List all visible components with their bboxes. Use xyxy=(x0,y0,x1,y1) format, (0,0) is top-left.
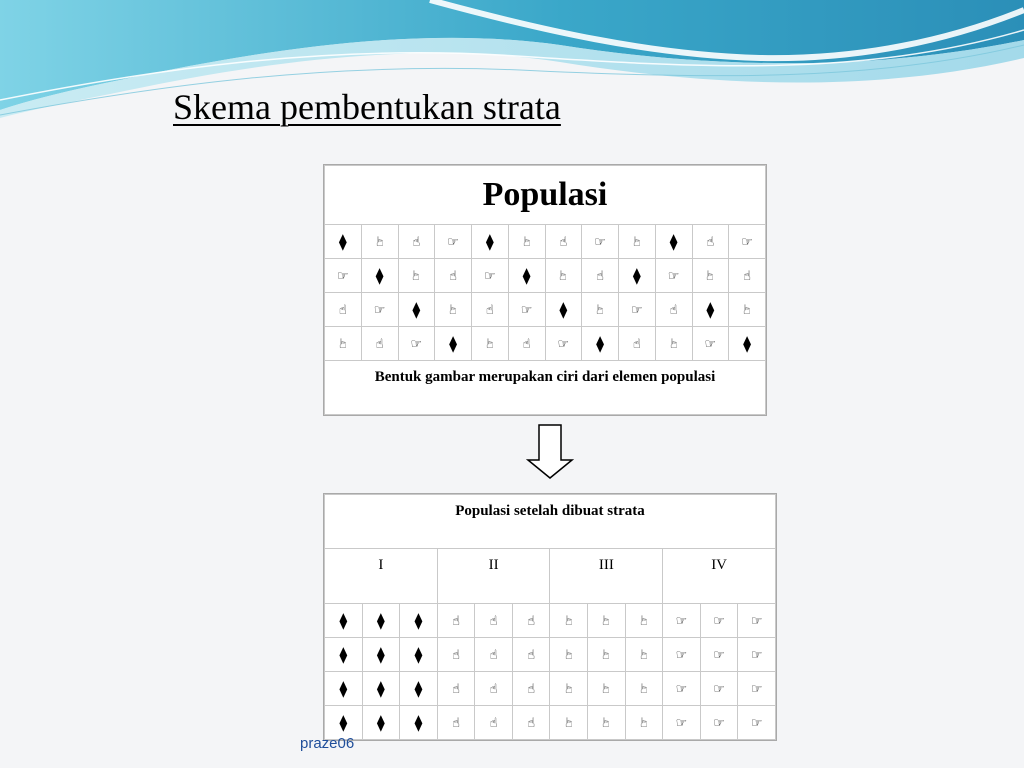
populasi-cell xyxy=(398,225,435,259)
hand-right-icon: ☞ xyxy=(713,613,725,629)
populasi-cell xyxy=(545,225,582,259)
strata-cell xyxy=(738,604,776,638)
populasi-cell xyxy=(361,293,398,327)
strata-cell xyxy=(437,672,475,706)
strata-cell xyxy=(700,604,738,638)
hand-up-right-icon: ☝ xyxy=(602,613,611,629)
strata-cell xyxy=(625,706,663,740)
strata-cell xyxy=(437,706,475,740)
populasi-row xyxy=(325,225,766,259)
hand-up-right-icon: ☝ xyxy=(743,302,752,318)
hand-right-icon: ☞ xyxy=(594,234,606,250)
strata-cell xyxy=(400,638,438,672)
hand-up-right-icon: ☝ xyxy=(639,613,648,629)
strata-title: Populasi setelah dibuat strata xyxy=(325,495,776,549)
strata-cell xyxy=(362,604,400,638)
diamond-icon: ⧫ xyxy=(414,678,423,698)
hand-up-right-icon: ☝ xyxy=(602,647,611,663)
diamond-icon: ⧫ xyxy=(339,644,348,664)
hand-right-icon: ☞ xyxy=(750,715,763,731)
populasi-cell xyxy=(398,293,435,327)
hand-up-icon: ☝ xyxy=(632,336,641,352)
hand-right-icon: ☞ xyxy=(675,647,688,663)
diamond-icon: ⧫ xyxy=(414,712,423,732)
populasi-cell xyxy=(472,259,509,293)
populasi-cell xyxy=(729,327,766,361)
strata-cell xyxy=(550,638,588,672)
strata-cell xyxy=(437,638,475,672)
hand-up-icon: ☝ xyxy=(706,234,715,250)
populasi-cell xyxy=(398,327,435,361)
strata-cell xyxy=(400,672,438,706)
hand-right-icon: ☞ xyxy=(667,268,680,284)
hand-up-icon: ☝ xyxy=(596,268,605,284)
hand-right-icon: ☞ xyxy=(750,613,763,629)
populasi-cell xyxy=(508,293,545,327)
populasi-caption: Bentuk gambar merupakan ciri dari elemen populasi xyxy=(325,361,766,415)
hand-up-right-icon: ☝ xyxy=(338,336,347,352)
hand-right-icon: ☞ xyxy=(520,302,533,318)
hand-up-icon: ☝ xyxy=(489,647,498,663)
hand-up-right-icon: ☝ xyxy=(602,715,611,731)
populasi-cell xyxy=(729,259,766,293)
populasi-cell xyxy=(325,259,362,293)
hand-up-icon: ☝ xyxy=(452,613,460,629)
strata-row xyxy=(325,706,776,740)
diamond-icon: ⧫ xyxy=(414,610,423,630)
hand-up-icon: ☝ xyxy=(452,647,460,663)
hand-right-icon: ☞ xyxy=(741,234,753,250)
hand-up-icon: ☝ xyxy=(527,715,536,731)
diamond-icon: ⧫ xyxy=(632,265,641,285)
hand-up-icon: ☝ xyxy=(527,647,536,663)
populasi-cell xyxy=(692,225,729,259)
populasi-row xyxy=(325,293,766,327)
hand-up-right-icon: ☝ xyxy=(669,336,678,352)
strata-cell xyxy=(325,638,363,672)
strata-cell xyxy=(663,672,701,706)
diamond-icon: ⧫ xyxy=(414,644,423,664)
populasi-cell xyxy=(582,225,619,259)
strata-row xyxy=(325,672,776,706)
populasi-cell xyxy=(655,293,692,327)
populasi-cell xyxy=(472,293,509,327)
hand-up-right-icon: ☝ xyxy=(449,302,458,318)
strata-cell xyxy=(700,672,738,706)
strata-cell xyxy=(512,638,550,672)
strata-cell xyxy=(550,706,588,740)
diamond-icon: ⧫ xyxy=(376,644,385,664)
diamond-icon: ⧫ xyxy=(376,678,385,698)
strata-cell xyxy=(325,604,363,638)
diamond-icon: ⧫ xyxy=(339,712,348,732)
hand-right-icon: ☞ xyxy=(675,681,688,697)
strata-cell xyxy=(475,638,513,672)
hand-up-right-icon: ☝ xyxy=(639,647,648,663)
hand-up-right-icon: ☝ xyxy=(564,715,573,731)
hand-up-right-icon: ☝ xyxy=(375,234,384,250)
hand-up-icon: ☝ xyxy=(522,336,531,352)
diamond-icon: ⧫ xyxy=(522,265,531,285)
stratum-header-4: IV xyxy=(663,549,776,604)
populasi-cell xyxy=(545,327,582,361)
populasi-cell xyxy=(692,259,729,293)
hand-up-right-icon: ☝ xyxy=(564,647,573,663)
diamond-icon: ⧫ xyxy=(743,333,752,353)
populasi-cell xyxy=(655,225,692,259)
populasi-cell xyxy=(582,327,619,361)
hand-up-icon: ☝ xyxy=(452,681,460,697)
strata-cell xyxy=(663,604,701,638)
strata-cell xyxy=(625,604,663,638)
strata-cell xyxy=(700,638,738,672)
hand-up-right-icon: ☝ xyxy=(706,268,715,284)
hand-up-icon: ☝ xyxy=(449,268,458,284)
strata-cell xyxy=(362,706,400,740)
strata-cell xyxy=(475,604,513,638)
strata-cell xyxy=(663,638,701,672)
stratum-header-1: I xyxy=(325,549,438,604)
populasi-cell xyxy=(619,327,656,361)
strata-row xyxy=(325,604,776,638)
populasi-cell xyxy=(435,225,472,259)
hand-right-icon: ☞ xyxy=(631,302,643,318)
down-arrow-icon xyxy=(526,424,574,480)
populasi-cell xyxy=(582,293,619,327)
hand-up-right-icon: ☝ xyxy=(412,268,421,284)
hand-up-right-icon: ☝ xyxy=(564,681,573,697)
hand-up-icon: ☝ xyxy=(412,234,421,250)
hand-up-right-icon: ☝ xyxy=(564,613,573,629)
diamond-icon: ⧫ xyxy=(485,231,494,251)
hand-right-icon: ☞ xyxy=(675,715,688,731)
strata-cell xyxy=(475,672,513,706)
hand-right-icon: ☞ xyxy=(713,715,725,731)
diamond-icon: ⧫ xyxy=(412,299,421,319)
strata-cell xyxy=(550,672,588,706)
strata-cell xyxy=(325,672,363,706)
diamond-icon: ⧫ xyxy=(375,265,384,285)
populasi-cell xyxy=(325,293,362,327)
diamond-icon: ⧫ xyxy=(596,333,605,353)
populasi-row xyxy=(325,259,766,293)
hand-up-right-icon: ☝ xyxy=(559,268,568,284)
hand-right-icon: ☞ xyxy=(484,268,496,284)
populasi-cell xyxy=(472,327,509,361)
populasi-cell xyxy=(545,293,582,327)
hand-up-right-icon: ☝ xyxy=(485,336,494,352)
hand-up-icon: ☝ xyxy=(489,715,498,731)
hand-up-right-icon: ☝ xyxy=(632,234,641,250)
diamond-icon: ⧫ xyxy=(376,712,385,732)
strata-cell xyxy=(400,604,438,638)
populasi-cell xyxy=(729,293,766,327)
populasi-cell xyxy=(655,327,692,361)
populasi-cell xyxy=(619,225,656,259)
populasi-cell xyxy=(729,225,766,259)
populasi-cell xyxy=(325,327,362,361)
populasi-cell xyxy=(398,259,435,293)
populasi-cell xyxy=(325,225,362,259)
populasi-cell xyxy=(619,259,656,293)
hand-right-icon: ☞ xyxy=(447,234,459,250)
strata-row xyxy=(325,638,776,672)
hand-up-icon: ☝ xyxy=(375,336,384,352)
hand-up-icon: ☝ xyxy=(559,234,568,250)
hand-right-icon: ☞ xyxy=(557,336,570,352)
populasi-cell xyxy=(545,259,582,293)
hand-up-right-icon: ☝ xyxy=(639,715,648,731)
populasi-cell xyxy=(655,259,692,293)
hand-right-icon: ☞ xyxy=(713,647,725,663)
hand-right-icon: ☞ xyxy=(373,302,386,318)
populasi-cell xyxy=(692,293,729,327)
strata-cell xyxy=(400,706,438,740)
populasi-cell xyxy=(361,327,398,361)
hand-up-icon: ☝ xyxy=(527,613,536,629)
hand-up-icon: ☝ xyxy=(489,613,498,629)
strata-cell xyxy=(588,706,626,740)
slide-title: Skema pembentukan strata xyxy=(173,87,561,127)
strata-cell xyxy=(512,672,550,706)
strata-cell xyxy=(362,638,400,672)
populasi-cell xyxy=(619,293,656,327)
stratum-header-2: II xyxy=(437,549,550,604)
hand-up-right-icon: ☝ xyxy=(639,681,648,697)
hand-right-icon: ☞ xyxy=(750,647,763,663)
populasi-cell xyxy=(472,225,509,259)
hand-right-icon: ☞ xyxy=(750,681,763,697)
strata-cell xyxy=(512,706,550,740)
diamond-icon: ⧫ xyxy=(449,333,458,353)
strata-cell xyxy=(625,672,663,706)
hand-up-icon: ☝ xyxy=(338,302,347,318)
hand-up-right-icon: ☝ xyxy=(602,681,611,697)
populasi-table xyxy=(324,165,766,415)
strata-cell xyxy=(663,706,701,740)
strata-cell xyxy=(475,706,513,740)
footer-author: praze06 xyxy=(300,735,355,752)
populasi-cell xyxy=(508,225,545,259)
diamond-icon: ⧫ xyxy=(338,231,347,251)
hand-up-icon: ☝ xyxy=(743,268,752,284)
hand-up-right-icon: ☝ xyxy=(522,234,531,250)
diamond-icon: ⧫ xyxy=(376,610,385,630)
strata-cell xyxy=(550,604,588,638)
populasi-cell xyxy=(692,327,729,361)
hand-up-icon: ☝ xyxy=(452,715,460,731)
hand-up-icon: ☝ xyxy=(485,302,494,318)
diamond-icon: ⧫ xyxy=(339,678,348,698)
stratum-header-3: III xyxy=(550,549,663,604)
populasi-cell xyxy=(435,293,472,327)
populasi-cell xyxy=(435,327,472,361)
strata-cell xyxy=(588,672,626,706)
strata-cell xyxy=(362,672,400,706)
hand-up-icon: ☝ xyxy=(669,302,678,318)
diamond-icon: ⧫ xyxy=(559,299,568,319)
populasi-cell xyxy=(361,225,398,259)
hand-right-icon: ☞ xyxy=(704,336,717,352)
hand-right-icon: ☞ xyxy=(675,613,688,629)
hand-right-icon: ☞ xyxy=(713,681,725,697)
hand-right-icon: ☞ xyxy=(337,268,349,284)
strata-cell xyxy=(588,604,626,638)
populasi-cell xyxy=(435,259,472,293)
strata-cell xyxy=(588,638,626,672)
strata-cell xyxy=(512,604,550,638)
hand-right-icon: ☞ xyxy=(410,336,423,352)
populasi-title: Populasi xyxy=(325,166,766,225)
strata-cell xyxy=(738,706,776,740)
strata-cell xyxy=(437,604,475,638)
populasi-cell xyxy=(582,259,619,293)
strata-table xyxy=(324,494,776,740)
populasi-cell xyxy=(361,259,398,293)
populasi-cell xyxy=(508,327,545,361)
hand-up-icon: ☝ xyxy=(527,681,536,697)
populasi-row xyxy=(325,327,766,361)
strata-cell xyxy=(738,638,776,672)
strata-cell xyxy=(700,706,738,740)
populasi-cell xyxy=(508,259,545,293)
strata-cell xyxy=(625,638,663,672)
diamond-icon: ⧫ xyxy=(669,231,678,251)
hand-up-icon: ☝ xyxy=(489,681,498,697)
diamond-icon: ⧫ xyxy=(339,610,348,630)
hand-up-right-icon: ☝ xyxy=(596,302,605,318)
strata-cell xyxy=(738,672,776,706)
diamond-icon: ⧫ xyxy=(706,299,715,319)
